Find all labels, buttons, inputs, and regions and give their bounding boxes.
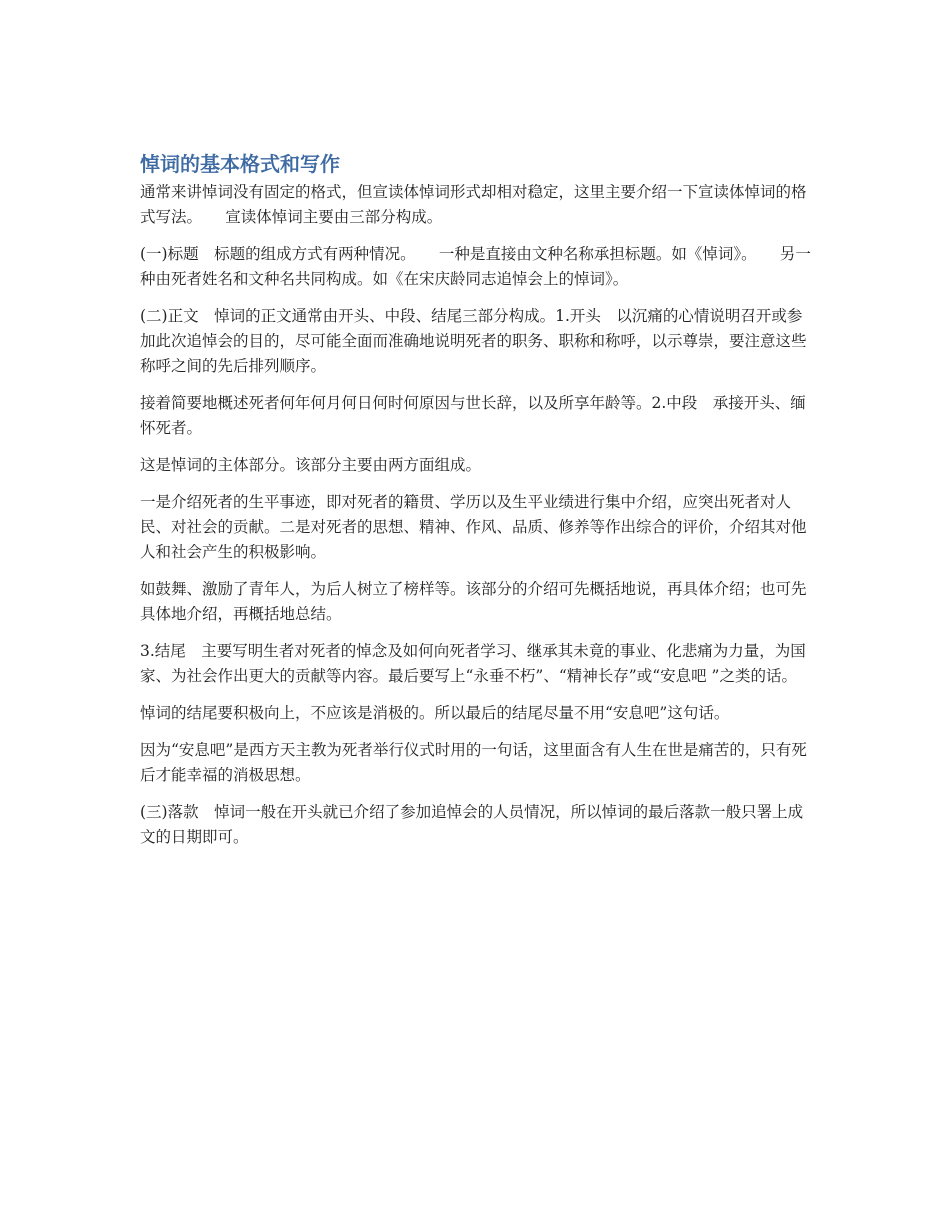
paragraph-influence: 如鼓舞、激励了青年人，为后人树立了榜样等。该部分的介绍可先概括地说，再具体介绍；也可先具体地介绍，再概括地总结。	[140, 580, 807, 623]
paragraph-ending: 3.结尾 主要写明生者对死者的悼念及如何向死者学习、继承其未竟的事业、化悲痛为力量，为国家、为社会作出更大的贡献等内容。最后要写上“永垂不朽”、“精神长存”或“安息吧 ”之类的话。	[140, 642, 806, 685]
paragraph-section-title: (一)标题 标题的组成方式有两种情况。 一种是直接由文种名称承担标题。如《悼词》。 另一种由死者姓名和文种名共同构成。如《在宋庆龄同志追悼会上的悼词》。	[140, 245, 811, 288]
paragraph-body-middle: 接着简要地概述死者何年何月何日何时何原因与世长辞，以及所享年龄等。2.中段 承接开头、缅怀死者。	[140, 394, 806, 437]
paragraph-intro: 通常来讲悼词没有固定的格式，但宣读体悼词形式却相对稳定，这里主要介绍一下宣读体悼词的格式写法。 宣读体悼词主要由三部分构成。	[140, 183, 807, 226]
paragraph-ending-reason: 因为“安息吧”是西方天主教为死者举行仪式时用的一句话，这里面含有人生在世是痛苦的，只有死后才能幸福的消极思想。	[140, 741, 807, 784]
paragraph-ending-tone: 悼词的结尾要积极向上，不应该是消极的。所以最后的结尾尽量不用“安息吧”这句话。	[140, 704, 730, 722]
paragraph-section-signature: (三)落款 悼词一般在开头就已介绍了参加追悼会的人员情况，所以悼词的最后落款一般只署上成文的日期即可。	[140, 803, 804, 846]
document-title: 悼词的基本格式和写作	[140, 152, 340, 176]
paragraph-main-part: 这是悼词的主体部分。该部分主要由两方面组成。	[140, 456, 482, 474]
paragraph-section-body-opening: (二)正文 悼词的正文通常由开头、中段、结尾三部分构成。1.开头 以沉痛的心情说明召开或参加此次追悼会的目的，尽可能全面而准确地说明死者的职务、职称和称呼，以示尊崇，要注意这些称呼之间的先后排列顺序。	[140, 307, 807, 375]
document-page	[140, 148, 812, 862]
paragraph-life-deeds: 一是介绍死者的生平事迹，即对死者的籍贯、学历以及生平业绩进行集中介绍，应突出死者对人民、对社会的贡献。二是对死者的思想、精神、作风、品质、修养等作出综合的评价，介绍其对他人和社会产生的积极影响。	[140, 493, 807, 561]
